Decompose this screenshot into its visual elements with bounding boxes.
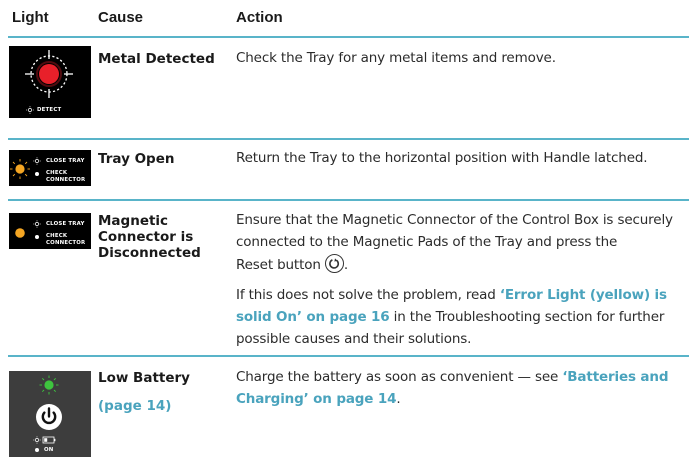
action-line (236, 284, 689, 306)
action-text: Reset button (236, 257, 321, 273)
action-line (236, 253, 689, 277)
close-tray-label: CLOSE TRAY (46, 158, 85, 164)
action-text: . (396, 391, 401, 407)
action-line (236, 366, 689, 388)
action-troubleshooting (236, 284, 689, 350)
cause-metal-detected: Metal Detected (98, 51, 215, 67)
on-label: ON (44, 447, 54, 453)
connector-label: CONNECTOR (46, 177, 86, 183)
cause-line: Disconnected (98, 245, 201, 261)
reset-icon (325, 254, 344, 273)
action-line (236, 306, 689, 328)
action-tray-open: Return the Tray to the horizontal position with Handle latched. (236, 150, 648, 166)
batteries-link[interactable]: Charging’ on page 14 (236, 391, 397, 407)
divider (8, 36, 689, 38)
power-led-icon (9, 371, 91, 457)
action-metal-detected: Check the Tray for any metal items and remove. (236, 50, 556, 66)
action-text: . (343, 257, 349, 273)
header-action: Action (236, 9, 283, 26)
check-label: CHECK (46, 233, 68, 239)
error-light-link[interactable]: ‘Error Light (yellow) is (499, 287, 667, 303)
tray-open-light-panel (9, 150, 91, 186)
action-magnetic-connector (236, 209, 689, 277)
action-low-battery (236, 366, 689, 410)
action-line (236, 388, 689, 410)
cause-tray-open: Tray Open (98, 151, 175, 167)
close-tray-label: CLOSE TRAY (46, 221, 85, 227)
cause-magnetic-connector (98, 213, 201, 261)
divider (8, 138, 689, 140)
error-light-link[interactable]: solid On’ on page 16 (236, 309, 390, 325)
detect-label: DETECT (37, 107, 62, 113)
detect-light-panel (9, 46, 91, 118)
action-line: connected to the Magnetic Pads of the Tray and press the (236, 234, 618, 250)
divider (8, 355, 689, 357)
page-14-link[interactable]: (page 14) (98, 398, 172, 414)
connector-label: CONNECTOR (46, 240, 86, 246)
action-text: Charge the battery as soon as convenient — see (236, 369, 563, 385)
header-light: Light (12, 9, 49, 26)
batteries-link[interactable]: ‘Batteries and (562, 369, 669, 385)
action-line: Ensure that the Magnetic Connector of the Control Box is securely (236, 212, 673, 228)
action-text: in the Troubleshooting section for further (389, 309, 665, 325)
divider (8, 199, 689, 201)
check-label: CHECK (46, 170, 68, 176)
header-cause: Cause (98, 9, 144, 26)
cause-low-battery: Low Battery (98, 370, 190, 386)
battery-light-panel (9, 371, 91, 457)
action-text: If this does not solve the problem, read (236, 287, 500, 303)
connector-light-panel (9, 213, 91, 249)
action-line: possible causes and their solutions. (236, 331, 472, 347)
cause-line: Magnetic (98, 213, 169, 229)
cause-line: Connector is (98, 229, 194, 245)
